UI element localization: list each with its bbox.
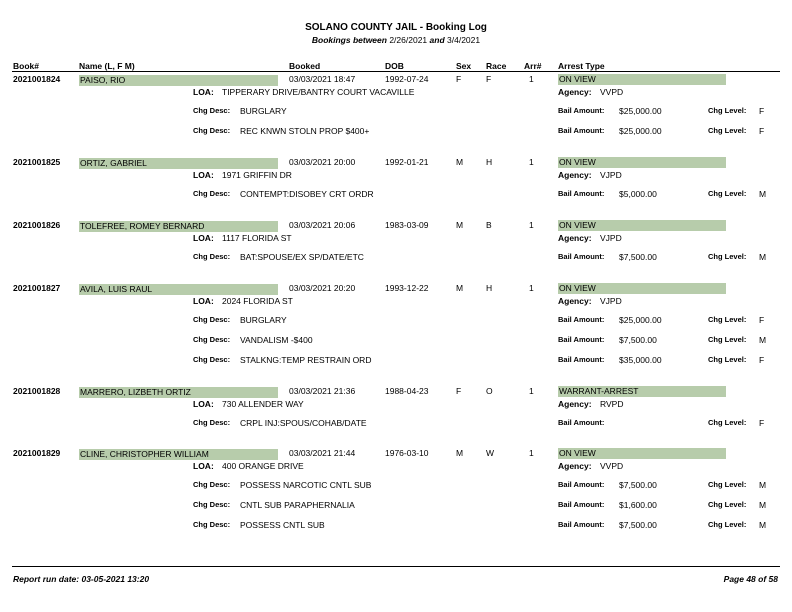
col-header-sex: Sex bbox=[456, 61, 472, 71]
report-run-date: Report run date: 03-05-2021 13:20 bbox=[13, 574, 150, 584]
location-of-arrest: 1971 GRIFFIN DR bbox=[222, 170, 292, 180]
race: O bbox=[486, 386, 493, 396]
sex: F bbox=[456, 74, 462, 84]
arrest-type: ON VIEW bbox=[558, 220, 726, 231]
bail-amount: $7,500.00 bbox=[619, 480, 657, 490]
inmate-name: MARRERO, LIZBETH ORTIZ bbox=[79, 387, 278, 398]
loa-label: LOA: bbox=[193, 170, 214, 180]
charge-level-label: Chg Level: bbox=[708, 335, 747, 344]
booked-datetime: 03/03/2021 18:47 bbox=[289, 74, 356, 84]
charge-level: M bbox=[759, 480, 767, 490]
bail-amount-label: Bail Amount: bbox=[558, 355, 605, 364]
charge-level-label: Chg Level: bbox=[708, 126, 747, 135]
booking-record bbox=[0, 448, 792, 530]
subtitle-prefix: Bookings between bbox=[311, 35, 387, 45]
charge-desc-label: Chg Desc: bbox=[193, 480, 231, 489]
date-of-birth: 1983-03-09 bbox=[385, 220, 429, 230]
arrest-number: 1 bbox=[529, 74, 534, 84]
book-number: 2021001828 bbox=[13, 386, 61, 396]
agency-label: Agency: bbox=[558, 461, 592, 471]
charge-level-label: Chg Level: bbox=[708, 252, 747, 261]
sex: M bbox=[456, 283, 464, 293]
location-of-arrest: 400 ORANGE DRIVE bbox=[222, 461, 304, 471]
charge-level: F bbox=[759, 355, 765, 365]
end-date: 3/4/2021 bbox=[447, 35, 481, 45]
bail-amount: $25,000.00 bbox=[619, 126, 662, 136]
charge-desc-label: Chg Desc: bbox=[193, 315, 231, 324]
charge-level-label: Chg Level: bbox=[708, 480, 747, 489]
booked-datetime: 03/03/2021 20:06 bbox=[289, 220, 356, 230]
charge-level-label: Chg Level: bbox=[708, 520, 747, 529]
agency: VVPD bbox=[600, 461, 624, 471]
charge-level: M bbox=[759, 252, 767, 262]
bail-amount: $7,500.00 bbox=[619, 520, 657, 530]
location-of-arrest: 1117 FLORIDA ST bbox=[222, 233, 292, 243]
bail-amount-label: Bail Amount: bbox=[558, 335, 605, 344]
race: H bbox=[486, 157, 493, 167]
inmate-name: AVILA, LUIS RAUL bbox=[79, 284, 278, 295]
agency: VJPD bbox=[600, 170, 622, 180]
bail-amount-label: Bail Amount: bbox=[558, 500, 605, 509]
arrest-type: ON VIEW bbox=[558, 74, 726, 85]
charge-level-label: Chg Level: bbox=[708, 189, 747, 198]
charge-description: CRPL INJ:SPOUS/COHAB/DATE bbox=[240, 418, 367, 428]
report-subtitle bbox=[0, 35, 792, 45]
charge-desc-label: Chg Desc: bbox=[193, 106, 231, 115]
bail-amount: $5,000.00 bbox=[619, 189, 657, 199]
charge-description: BURGLARY bbox=[240, 106, 287, 116]
col-header-arr: Arr# bbox=[524, 61, 542, 71]
book-number: 2021001824 bbox=[13, 74, 61, 84]
arrest-type: ON VIEW bbox=[558, 448, 726, 459]
arrest-number: 1 bbox=[529, 220, 534, 230]
agency-label: Agency: bbox=[558, 399, 592, 409]
bail-amount-label: Bail Amount: bbox=[558, 480, 605, 489]
sex: M bbox=[456, 157, 464, 167]
charge-level-label: Chg Level: bbox=[708, 106, 747, 115]
footer-rule bbox=[12, 566, 780, 567]
subtitle-and: and bbox=[429, 35, 445, 45]
loa-label: LOA: bbox=[193, 399, 214, 409]
charge-description: POSSESS NARCOTIC CNTL SUB bbox=[240, 480, 372, 490]
charge-row bbox=[0, 315, 792, 327]
bail-amount-label: Bail Amount: bbox=[558, 106, 605, 115]
arrest-number: 1 bbox=[529, 448, 534, 458]
location-of-arrest: 730 ALLENDER WAY bbox=[222, 399, 304, 409]
booked-datetime: 03/03/2021 21:44 bbox=[289, 448, 356, 458]
charge-desc-label: Chg Desc: bbox=[193, 252, 231, 261]
charge-level: F bbox=[759, 418, 765, 428]
inmate-name: CLINE, CHRISTOPHER WILLIAM bbox=[79, 449, 278, 460]
date-of-birth: 1976-03-10 bbox=[385, 448, 429, 458]
agency-label: Agency: bbox=[558, 170, 592, 180]
charge-description: VANDALISM -$400 bbox=[240, 335, 313, 345]
charge-desc-label: Chg Desc: bbox=[193, 189, 231, 198]
bail-amount-label: Bail Amount: bbox=[558, 126, 605, 135]
bail-amount: $7,500.00 bbox=[619, 252, 657, 262]
page-number: Page 48 of 58 bbox=[723, 574, 778, 584]
charge-level-label: Chg Level: bbox=[708, 355, 747, 364]
col-header-arrest-type: Arrest Type bbox=[558, 61, 605, 71]
inmate-name: PAISO, RIO bbox=[79, 75, 278, 86]
book-number: 2021001827 bbox=[13, 283, 61, 293]
charge-description: CNTL SUB PARAPHERNALIA bbox=[240, 500, 355, 510]
booking-record bbox=[0, 283, 792, 365]
charge-level: M bbox=[759, 189, 767, 199]
race: B bbox=[486, 220, 492, 230]
agency-label: Agency: bbox=[558, 233, 592, 243]
charge-row bbox=[0, 252, 792, 264]
charge-description: BURGLARY bbox=[240, 315, 287, 325]
arrest-number: 1 bbox=[529, 283, 534, 293]
charge-row bbox=[0, 500, 792, 512]
charge-desc-label: Chg Desc: bbox=[193, 500, 231, 509]
sex: M bbox=[456, 448, 464, 458]
agency: VVPD bbox=[600, 87, 624, 97]
bail-amount: $25,000.00 bbox=[619, 315, 662, 325]
header-rule bbox=[12, 71, 780, 72]
bail-amount: $1,600.00 bbox=[619, 500, 657, 510]
agency-label: Agency: bbox=[558, 87, 592, 97]
booked-datetime: 03/03/2021 21:36 bbox=[289, 386, 356, 396]
inmate-name: ORTIZ, GABRIEL bbox=[79, 158, 278, 169]
charge-level: M bbox=[759, 520, 767, 530]
booked-datetime: 03/03/2021 20:00 bbox=[289, 157, 356, 167]
col-header-dob: DOB bbox=[385, 61, 404, 71]
arrest-type: ON VIEW bbox=[558, 283, 726, 294]
charge-level-label: Chg Level: bbox=[708, 315, 747, 324]
charge-row bbox=[0, 335, 792, 347]
charge-level: M bbox=[759, 500, 767, 510]
race: F bbox=[486, 74, 492, 84]
charge-description: REC KNWN STOLN PROP $400+ bbox=[240, 126, 370, 136]
loa-label: LOA: bbox=[193, 296, 214, 306]
charge-desc-label: Chg Desc: bbox=[193, 335, 231, 344]
date-of-birth: 1988-04-23 bbox=[385, 386, 429, 396]
charge-level: F bbox=[759, 126, 765, 136]
bail-amount-label: Bail Amount: bbox=[558, 520, 605, 529]
loa-label: LOA: bbox=[193, 233, 214, 243]
col-header-book: Book# bbox=[13, 61, 39, 71]
sex: F bbox=[456, 386, 462, 396]
col-header-race: Race bbox=[486, 61, 507, 71]
booking-record bbox=[0, 220, 792, 280]
charge-description: POSSESS CNTL SUB bbox=[240, 520, 325, 530]
charge-desc-label: Chg Desc: bbox=[193, 126, 231, 135]
bail-amount-label: Bail Amount: bbox=[558, 189, 605, 198]
loa-label: LOA: bbox=[193, 461, 214, 471]
booking-record bbox=[0, 386, 792, 446]
charge-row bbox=[0, 106, 792, 118]
charge-level: F bbox=[759, 315, 765, 325]
charge-description: BAT:SPOUSE/EX SP/DATE/ETC bbox=[240, 252, 364, 262]
bail-amount: $7,500.00 bbox=[619, 335, 657, 345]
bail-amount: $25,000.00 bbox=[619, 106, 662, 116]
charge-level-label: Chg Level: bbox=[708, 418, 747, 427]
book-number: 2021001826 bbox=[13, 220, 61, 230]
agency-label: Agency: bbox=[558, 296, 592, 306]
book-number: 2021001829 bbox=[13, 448, 61, 458]
charge-row bbox=[0, 418, 792, 430]
charge-desc-label: Chg Desc: bbox=[193, 418, 231, 427]
loa-label: LOA: bbox=[193, 87, 214, 97]
charge-desc-label: Chg Desc: bbox=[193, 355, 231, 364]
bail-amount: $35,000.00 bbox=[619, 355, 662, 365]
bail-amount-label: Bail Amount: bbox=[558, 418, 605, 427]
charge-level: F bbox=[759, 106, 765, 116]
book-number: 2021001825 bbox=[13, 157, 61, 167]
charge-row bbox=[0, 126, 792, 138]
arrest-type: ON VIEW bbox=[558, 157, 726, 168]
charge-row bbox=[0, 355, 792, 367]
charge-row bbox=[0, 480, 792, 492]
charge-level: M bbox=[759, 335, 767, 345]
bail-amount-label: Bail Amount: bbox=[558, 315, 605, 324]
booking-record bbox=[0, 74, 792, 134]
race: W bbox=[486, 448, 495, 458]
report-title: SOLANO COUNTY JAIL - Booking Log bbox=[305, 22, 487, 33]
arrest-number: 1 bbox=[529, 157, 534, 167]
col-header-booked: Booked bbox=[289, 61, 321, 71]
agency: VJPD bbox=[600, 296, 622, 306]
agency: RVPD bbox=[600, 399, 624, 409]
charge-desc-label: Chg Desc: bbox=[193, 520, 231, 529]
agency: VJPD bbox=[600, 233, 622, 243]
start-date: 2/26/2021 bbox=[389, 35, 428, 45]
charge-level-label: Chg Level: bbox=[708, 500, 747, 509]
sex: M bbox=[456, 220, 464, 230]
charge-description: STALKNG:TEMP RESTRAIN ORD bbox=[240, 355, 372, 365]
date-of-birth: 1992-01-21 bbox=[385, 157, 429, 167]
arrest-number: 1 bbox=[529, 386, 534, 396]
col-header-name: Name (L, F M) bbox=[79, 61, 135, 71]
location-of-arrest: TIPPERARY DRIVE/BANTRY COURT VACAVILLE bbox=[222, 87, 415, 97]
booking-record bbox=[0, 157, 792, 217]
booked-datetime: 03/03/2021 20:20 bbox=[289, 283, 356, 293]
charge-row bbox=[0, 520, 792, 532]
race: H bbox=[486, 283, 493, 293]
arrest-type: WARRANT-ARREST bbox=[558, 386, 726, 397]
date-of-birth: 1993-12-22 bbox=[385, 283, 429, 293]
charge-row bbox=[0, 189, 792, 201]
location-of-arrest: 2024 FLORIDA ST bbox=[222, 296, 293, 306]
bail-amount-label: Bail Amount: bbox=[558, 252, 605, 261]
inmate-name: TOLEFREE, ROMEY BERNARD bbox=[79, 221, 278, 232]
charge-description: CONTEMPT:DISOBEY CRT ORDR bbox=[240, 189, 374, 199]
date-of-birth: 1992-07-24 bbox=[385, 74, 429, 84]
